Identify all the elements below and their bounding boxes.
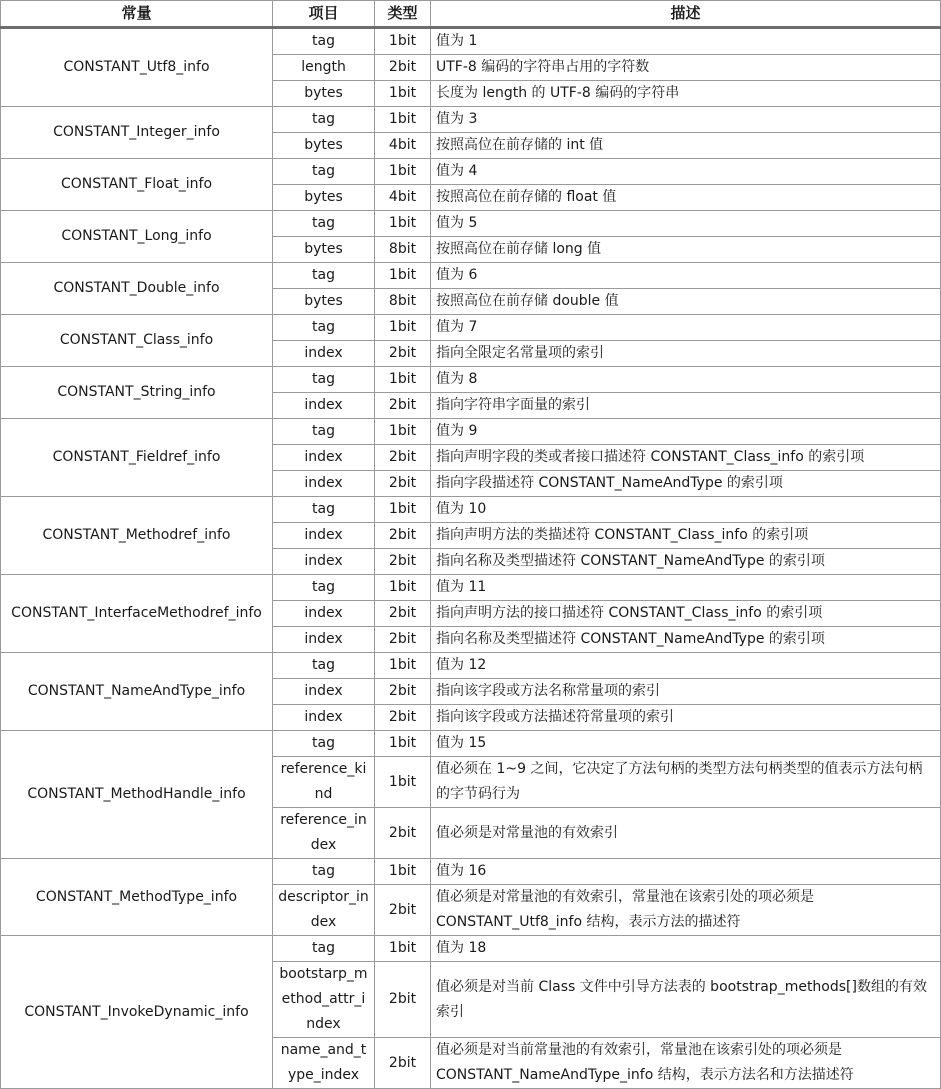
description-cell: 值必须是对当前 Class 文件中引导方法表的 bootstrap_methods[]数组的有效索引 xyxy=(431,962,941,1038)
constant-name-cell: CONSTANT_String_info xyxy=(1,367,273,419)
description-cell: 指向该字段或方法描述符常量项的索引 xyxy=(431,705,941,731)
item-cell: tag xyxy=(273,367,375,393)
type-cell: 1bit xyxy=(375,263,431,289)
table-row xyxy=(1,497,941,523)
header-item: 项目 xyxy=(273,1,375,28)
description-cell: 指向该字段或方法名称常量项的索引 xyxy=(431,679,941,705)
item-cell: name_and_type_index xyxy=(273,1038,375,1089)
description-cell: 值为 16 xyxy=(431,859,941,885)
description-cell: 值为 5 xyxy=(431,211,941,237)
type-cell: 1bit xyxy=(375,936,431,962)
table-row xyxy=(1,28,941,55)
item-cell: index xyxy=(273,601,375,627)
table-row xyxy=(1,731,941,757)
constant-name-cell: CONSTANT_MethodHandle_info xyxy=(1,731,273,859)
header-row xyxy=(1,1,941,28)
table-row xyxy=(1,263,941,289)
description-cell: 值为 7 xyxy=(431,315,941,341)
constant-name-cell: CONSTANT_Utf8_info xyxy=(1,28,273,107)
table-row xyxy=(1,159,941,185)
constant-name-cell: CONSTANT_Integer_info xyxy=(1,107,273,159)
table-row xyxy=(1,367,941,393)
table-row xyxy=(1,315,941,341)
constant-name-cell: CONSTANT_Class_info xyxy=(1,315,273,367)
item-cell: bytes xyxy=(273,237,375,263)
header-description: 描述 xyxy=(431,1,941,28)
header-constant: 常量 xyxy=(1,1,273,28)
table-row xyxy=(1,211,941,237)
description-cell: 值为 15 xyxy=(431,731,941,757)
item-cell: tag xyxy=(273,575,375,601)
constant-name-cell: CONSTANT_InterfaceMethodref_info xyxy=(1,575,273,653)
item-cell: bytes xyxy=(273,185,375,211)
item-cell: descriptor_index xyxy=(273,885,375,936)
item-cell: reference_kind xyxy=(273,757,375,808)
constant-name-cell: CONSTANT_Methodref_info xyxy=(1,497,273,575)
item-cell: tag xyxy=(273,315,375,341)
type-cell: 2bit xyxy=(375,445,431,471)
description-cell: 值必须在 1~9 之间，它决定了方法句柄的类型方法句柄类型的值表示方法句柄的字节码行为 xyxy=(431,757,941,808)
constant-name-cell: CONSTANT_Float_info xyxy=(1,159,273,211)
description-cell: 值为 9 xyxy=(431,419,941,445)
description-cell: 指向字段描述符 CONSTANT_NameAndType 的索引项 xyxy=(431,471,941,497)
constant-name-cell: CONSTANT_InvokeDynamic_info xyxy=(1,936,273,1089)
item-cell: index xyxy=(273,627,375,653)
description-cell: 值为 6 xyxy=(431,263,941,289)
constant-name-cell: CONSTANT_Long_info xyxy=(1,211,273,263)
type-cell: 2bit xyxy=(375,1038,431,1089)
constant-name-cell: CONSTANT_MethodType_info xyxy=(1,859,273,936)
description-cell: 值为 12 xyxy=(431,653,941,679)
description-cell: 指向声明字段的类或者接口描述符 CONSTANT_Class_info 的索引项 xyxy=(431,445,941,471)
item-cell: index xyxy=(273,679,375,705)
type-cell: 2bit xyxy=(375,885,431,936)
type-cell: 1bit xyxy=(375,367,431,393)
description-cell: 值为 8 xyxy=(431,367,941,393)
constant-name-cell: CONSTANT_NameAndType_info xyxy=(1,653,273,731)
description-cell: 值必须是对常量池的有效索引 xyxy=(431,808,941,859)
type-cell: 1bit xyxy=(375,211,431,237)
table-row xyxy=(1,575,941,601)
description-cell: UTF-8 编码的字符串占用的字符数 xyxy=(431,55,941,81)
description-cell: 值为 1 xyxy=(431,28,941,55)
description-cell: 指向声明方法的接口描述符 CONSTANT_Class_info 的索引项 xyxy=(431,601,941,627)
description-cell: 指向名称及类型描述符 CONSTANT_NameAndType 的索引项 xyxy=(431,549,941,575)
type-cell: 2bit xyxy=(375,808,431,859)
description-cell: 指向名称及类型描述符 CONSTANT_NameAndType 的索引项 xyxy=(431,627,941,653)
type-cell: 2bit xyxy=(375,471,431,497)
description-cell: 值必须是对当前常量池的有效索引，常量池在该索引处的项必须是 CONSTANT_NameAndType_info 结构，表示方法名和方法描述符 xyxy=(431,1038,941,1089)
item-cell: reference_index xyxy=(273,808,375,859)
description-cell: 长度为 length 的 UTF-8 编码的字符串 xyxy=(431,81,941,107)
item-cell: tag xyxy=(273,28,375,55)
table-row xyxy=(1,859,941,885)
type-cell: 1bit xyxy=(375,315,431,341)
type-cell: 1bit xyxy=(375,28,431,55)
header-type: 类型 xyxy=(375,1,431,28)
type-cell: 4bit xyxy=(375,133,431,159)
type-cell: 2bit xyxy=(375,679,431,705)
type-cell: 1bit xyxy=(375,731,431,757)
type-cell: 2bit xyxy=(375,549,431,575)
item-cell: tag xyxy=(273,107,375,133)
item-cell: tag xyxy=(273,159,375,185)
table-body xyxy=(1,28,941,1089)
table-row xyxy=(1,419,941,445)
type-cell: 2bit xyxy=(375,705,431,731)
type-cell: 1bit xyxy=(375,159,431,185)
item-cell: bytes xyxy=(273,81,375,107)
item-cell: index xyxy=(273,523,375,549)
item-cell: bytes xyxy=(273,289,375,315)
type-cell: 4bit xyxy=(375,185,431,211)
type-cell: 1bit xyxy=(375,419,431,445)
type-cell: 2bit xyxy=(375,55,431,81)
type-cell: 2bit xyxy=(375,341,431,367)
item-cell: index xyxy=(273,445,375,471)
description-cell: 按照高位在前存储的 float 值 xyxy=(431,185,941,211)
type-cell: 1bit xyxy=(375,757,431,808)
item-cell: tag xyxy=(273,936,375,962)
type-cell: 1bit xyxy=(375,859,431,885)
description-cell: 指向字符串字面量的索引 xyxy=(431,393,941,419)
item-cell: index xyxy=(273,705,375,731)
description-cell: 值为 11 xyxy=(431,575,941,601)
item-cell: tag xyxy=(273,211,375,237)
item-cell: tag xyxy=(273,731,375,757)
description-cell: 指向全限定名常量项的索引 xyxy=(431,341,941,367)
item-cell: index xyxy=(273,549,375,575)
description-cell: 值为 3 xyxy=(431,107,941,133)
type-cell: 8bit xyxy=(375,289,431,315)
type-cell: 2bit xyxy=(375,393,431,419)
item-cell: tag xyxy=(273,263,375,289)
item-cell: index xyxy=(273,341,375,367)
type-cell: 8bit xyxy=(375,237,431,263)
description-cell: 按照高位在前存储 double 值 xyxy=(431,289,941,315)
description-cell: 按照高位在前存储 long 值 xyxy=(431,237,941,263)
item-cell: index xyxy=(273,471,375,497)
type-cell: 2bit xyxy=(375,523,431,549)
description-cell: 按照高位在前存储的 int 值 xyxy=(431,133,941,159)
description-cell: 值必须是对常量池的有效索引，常量池在该索引处的项必须是 CONSTANT_Utf8_info 结构，表示方法的描述符 xyxy=(431,885,941,936)
table-row xyxy=(1,107,941,133)
constant-name-cell: CONSTANT_Fieldref_info xyxy=(1,419,273,497)
item-cell: bytes xyxy=(273,133,375,159)
type-cell: 2bit xyxy=(375,601,431,627)
item-cell: bootstarp_method_attr_index xyxy=(273,962,375,1038)
type-cell: 1bit xyxy=(375,575,431,601)
item-cell: tag xyxy=(273,419,375,445)
constant-name-cell: CONSTANT_Double_info xyxy=(1,263,273,315)
type-cell: 2bit xyxy=(375,627,431,653)
type-cell: 2bit xyxy=(375,962,431,1038)
item-cell: length xyxy=(273,55,375,81)
description-cell: 值为 4 xyxy=(431,159,941,185)
description-cell: 值为 18 xyxy=(431,936,941,962)
table-row xyxy=(1,936,941,962)
item-cell: index xyxy=(273,393,375,419)
type-cell: 1bit xyxy=(375,81,431,107)
description-cell: 指向声明方法的类描述符 CONSTANT_Class_info 的索引项 xyxy=(431,523,941,549)
type-cell: 1bit xyxy=(375,107,431,133)
type-cell: 1bit xyxy=(375,653,431,679)
item-cell: tag xyxy=(273,859,375,885)
description-cell: 值为 10 xyxy=(431,497,941,523)
table-row xyxy=(1,653,941,679)
item-cell: tag xyxy=(273,497,375,523)
item-cell: tag xyxy=(273,653,375,679)
type-cell: 1bit xyxy=(375,497,431,523)
